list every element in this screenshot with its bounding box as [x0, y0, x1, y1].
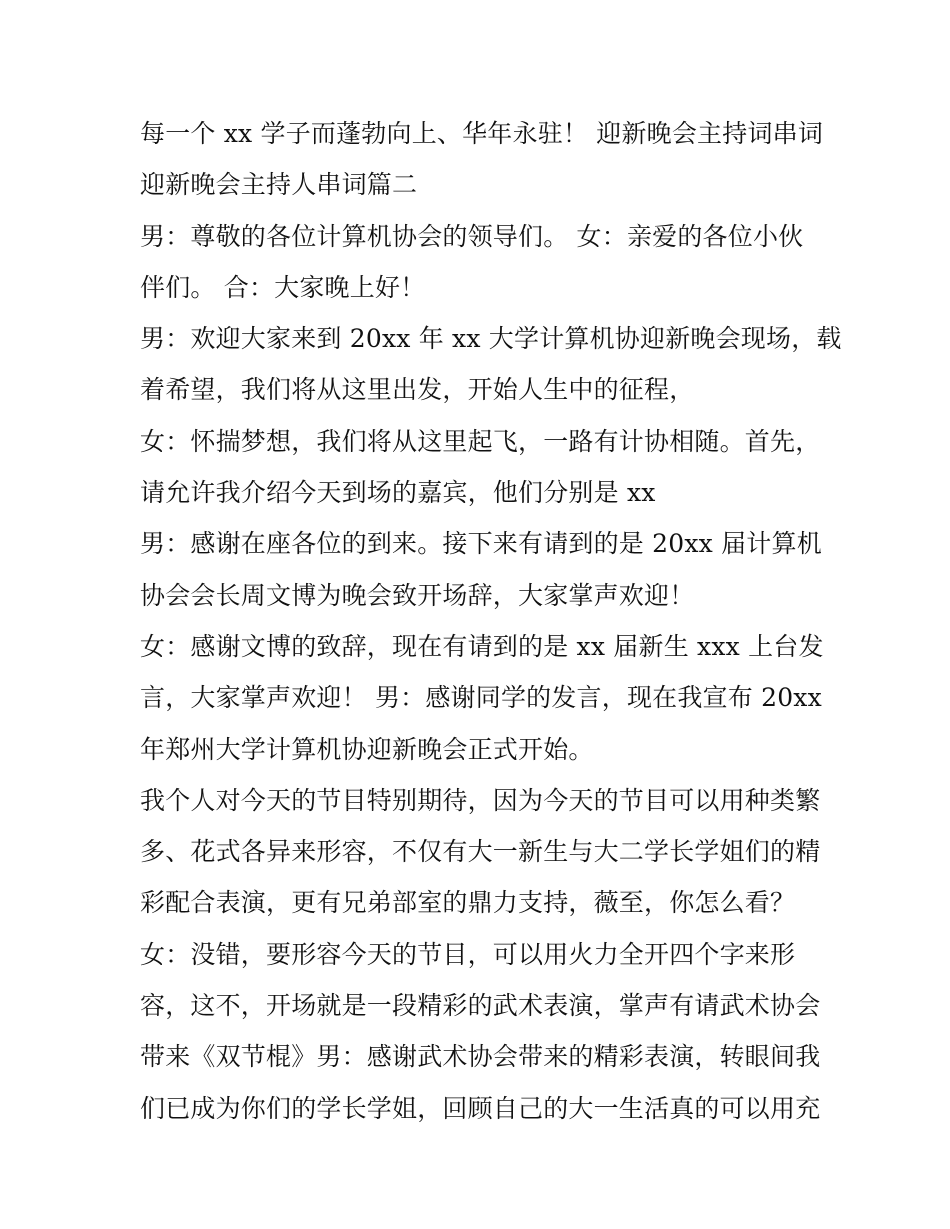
text-line: 着希望，我们将从这里出发，开始人生中的征程，	[140, 375, 695, 405]
text-line: 年郑州大学计算机协迎新晚会正式开始。	[140, 734, 594, 764]
text-line: 协会会长周文博为晚会致开场辞，大家掌声欢迎！	[140, 580, 695, 610]
text-line: 容，这不，开场就是一段精彩的武术表演，掌声有请武术协会	[140, 991, 821, 1021]
text-line: 男：感谢在座各位的到来。接下来有请到的是 20xx 届计算机	[140, 529, 822, 559]
text-line: 女：怀揣梦想，我们将从这里起飞，一路有计协相随。首先，	[140, 426, 821, 456]
text-line: 言，大家掌声欢迎！ 男：感谢同学的发言，现在我宣布 20xx	[140, 683, 822, 713]
text-line: 多、花式各异来形容，不仅有大一新生与大二学长学姐们的精	[140, 837, 821, 867]
text-line: 男：尊敬的各位计算机协会的领导们。 女：亲爱的各位小伙	[140, 221, 804, 251]
text-line: 彩配合表演，更有兄弟部室的鼎力支持，薇至，你怎么看？	[140, 888, 796, 918]
text-line: 我个人对今天的节目特别期待，因为今天的节目可以用种类繁	[140, 785, 821, 815]
text-line: 迎新晚会主持人串词篇二	[140, 170, 418, 200]
text-line: 每一个 xx 学子而蓬勃向上、华年永驻！ 迎新晚会主持词串词	[140, 119, 824, 148]
text-line: 女：没错，要形容今天的节目，可以用火力全开四个字来形	[140, 939, 796, 969]
text-line: 带来《双节棍》男：感谢武术协会带来的精彩表演，转眼间我	[140, 1042, 821, 1072]
text-line: 请允许我介绍今天到场的嘉宾，他们分别是 xx	[140, 478, 656, 508]
text-line: 男：欢迎大家来到 20xx 年 xx 大学计算机协迎新晚会现场，载	[140, 324, 842, 354]
text-line: 伴们。 合：大家晚上好！	[140, 272, 426, 302]
text-line: 们已成为你们的学长学姐，回顾自己的大一生活真的可以用充	[140, 1093, 821, 1123]
text-line: 女：感谢文博的致辞，现在有请到的是 xx 届新生 xxx 上台发	[140, 631, 824, 661]
document-body	[140, 108, 842, 1134]
